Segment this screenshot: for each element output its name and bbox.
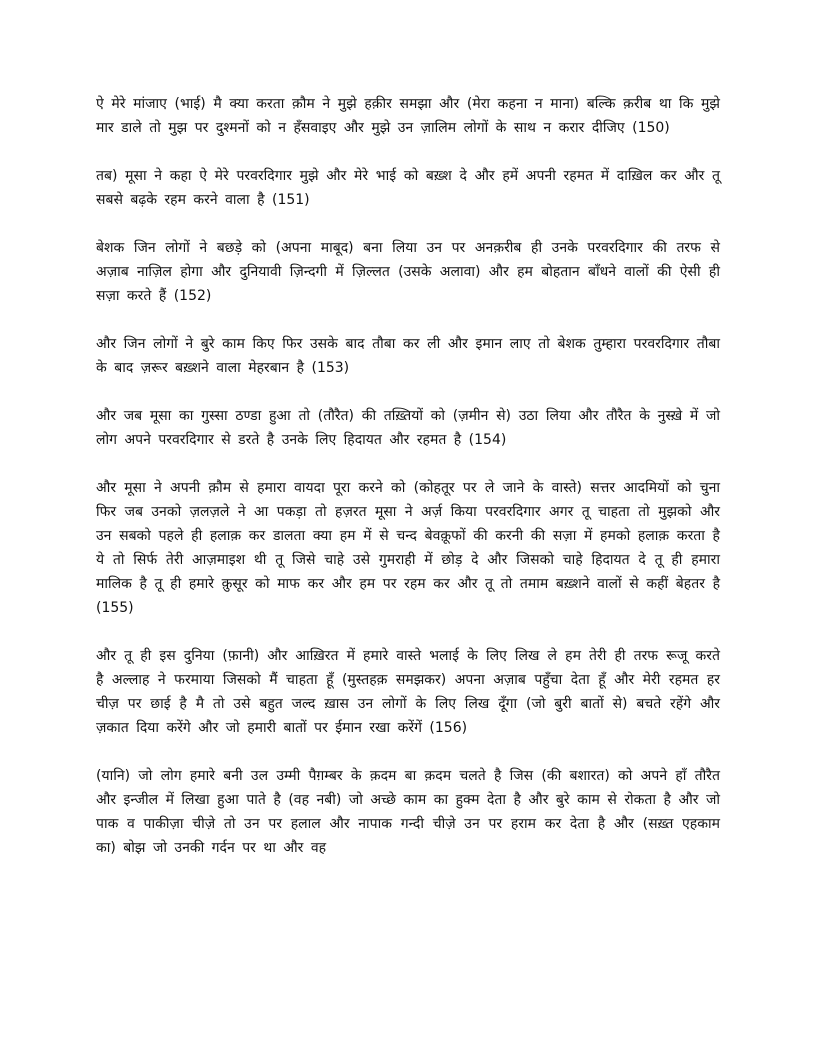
verse-paragraph-151: तब) मूसा ने कहा ऐ मेरे परवरदिगार मुझे और मेरे भाई को बख़्श दे और हमें अपनी रहमत में दाख़िल कर और तू सबसे बढ़के रहम करने वाला है (151) — [96, 168, 720, 208]
verse-paragraph-154: और जब मूसा का गुस्सा ठण्डा हुआ तो (तौरैत) की तख़्तियों को (ज़मीन से) उठा लिया और तौरैत के नुस्ख़े में जो लोग अपने परवरदिगार से डरते है उनके लिए हिदायत और रहमत है (154) — [96, 408, 720, 448]
verse-paragraph-155: और मूसा ने अपनी क़ौम से हमारा वायदा पूरा करने को (कोहतूर पर ले जाने के वास्ते) सत्तर आदमियों को चुना फिर जब उनको ज़लज़ले ने आ पकड़ा तो हज़रत मूसा ने अर्ज़ किया परवरदिगार अगर तू चाहता तो मुझको और उन सबको पहले ही हलाक़ कर डालता क्या हम में से चन्द बेवक़ूफों की करनी की सज़ा में हमको हलाक़ करता है ये तो सिर्फ तेरी आज़माइश थी तू जिसे चाहे उसे गुमराही में छोड़ दे और जिसको चाहे हिदायत दे तू ही हमारा मालिक है तू ही हमारे क़ुसूर को माफ कर और हम पर रहम कर और तू तो तमाम बख़्शने वालों से कहीं बेहतर है (155) — [96, 480, 720, 616]
verse-paragraph-157: (यानि) जो लोग हमारे बनी उल उम्मी पैग़म्बर के क़दम बा क़दम चलते है जिस (की बशारत) को अपने हाँ तौरैत और इन्जील में लिखा हुआ पाते है (वह नबी) जो अच्छे काम का हुक्म देता है और बुरे काम से रोकता है और जो पाक व पाकीज़ा चीज़े तो उन पर हलाल और नापाक गन्दी चीज़े उन पर हराम कर देता है और (सख़्त एहकाम का) बोझ जो उनकी गर्दन पर था और वह — [96, 768, 720, 856]
verse-paragraph-153: और जिन लोगों ने बुरे काम किए फिर उसके बाद तौबा कर ली और इमान लाए तो बेशक तुम्हारा परवरदिगार तौबा के बाद ज़रूर बख़्शने वाला मेहरबान है (153) — [96, 336, 720, 376]
verse-paragraph-152: बेशक जिन लोगों ने बछड़े को (अपना माबूद) बना लिया उन पर अनक़रीब ही उनके परवरदिगार की तरफ से अज़ाब नाज़िल होगा और दुनियावी ज़िन्दगी में ज़िल्लत (उसके अलावा) और हम बोहतान बाँधने वालों की ऐसी ही सज़ा करते हैं (152) — [96, 240, 720, 304]
verse-paragraph-156: और तू ही इस दुनिया (फ़ानी) और आख़िरत में हमारे वास्ते भलाई के लिए लिख ले हम तेरी ही तरफ रूजू करते है अल्लाह ने फरमाया जिसको मैं चाहता हूँ (मुस्तहक़ समझकर) अपना अज़ाब पहुँचा देता हूँ और मेरी रहमत हर चीज़ पर छाई है मै तो उसे बहुत जल्द ख़ास उन लोगों के लिए लिख दूँगा (जो बुरी बातों से) बचते रहेंगे और ज़कात दिया करेंगे और जो हमारी बातों पर ईमान रखा करेंगें (156) — [96, 648, 720, 736]
document-page — [96, 92, 720, 884]
verse-paragraph-150: ऐ मेरे मांजाए (भाई) मै क्या करता क़ौम ने मुझे हक़ीर समझा और (मेरा कहना न माना) बल्कि क़रीब था कि मुझे मार डाले तो मुझ पर दुश्मनों को न हँसवाइए और मुझे उन ज़ालिम लोगों के साथ न करार दीजिए (150) — [96, 96, 720, 136]
